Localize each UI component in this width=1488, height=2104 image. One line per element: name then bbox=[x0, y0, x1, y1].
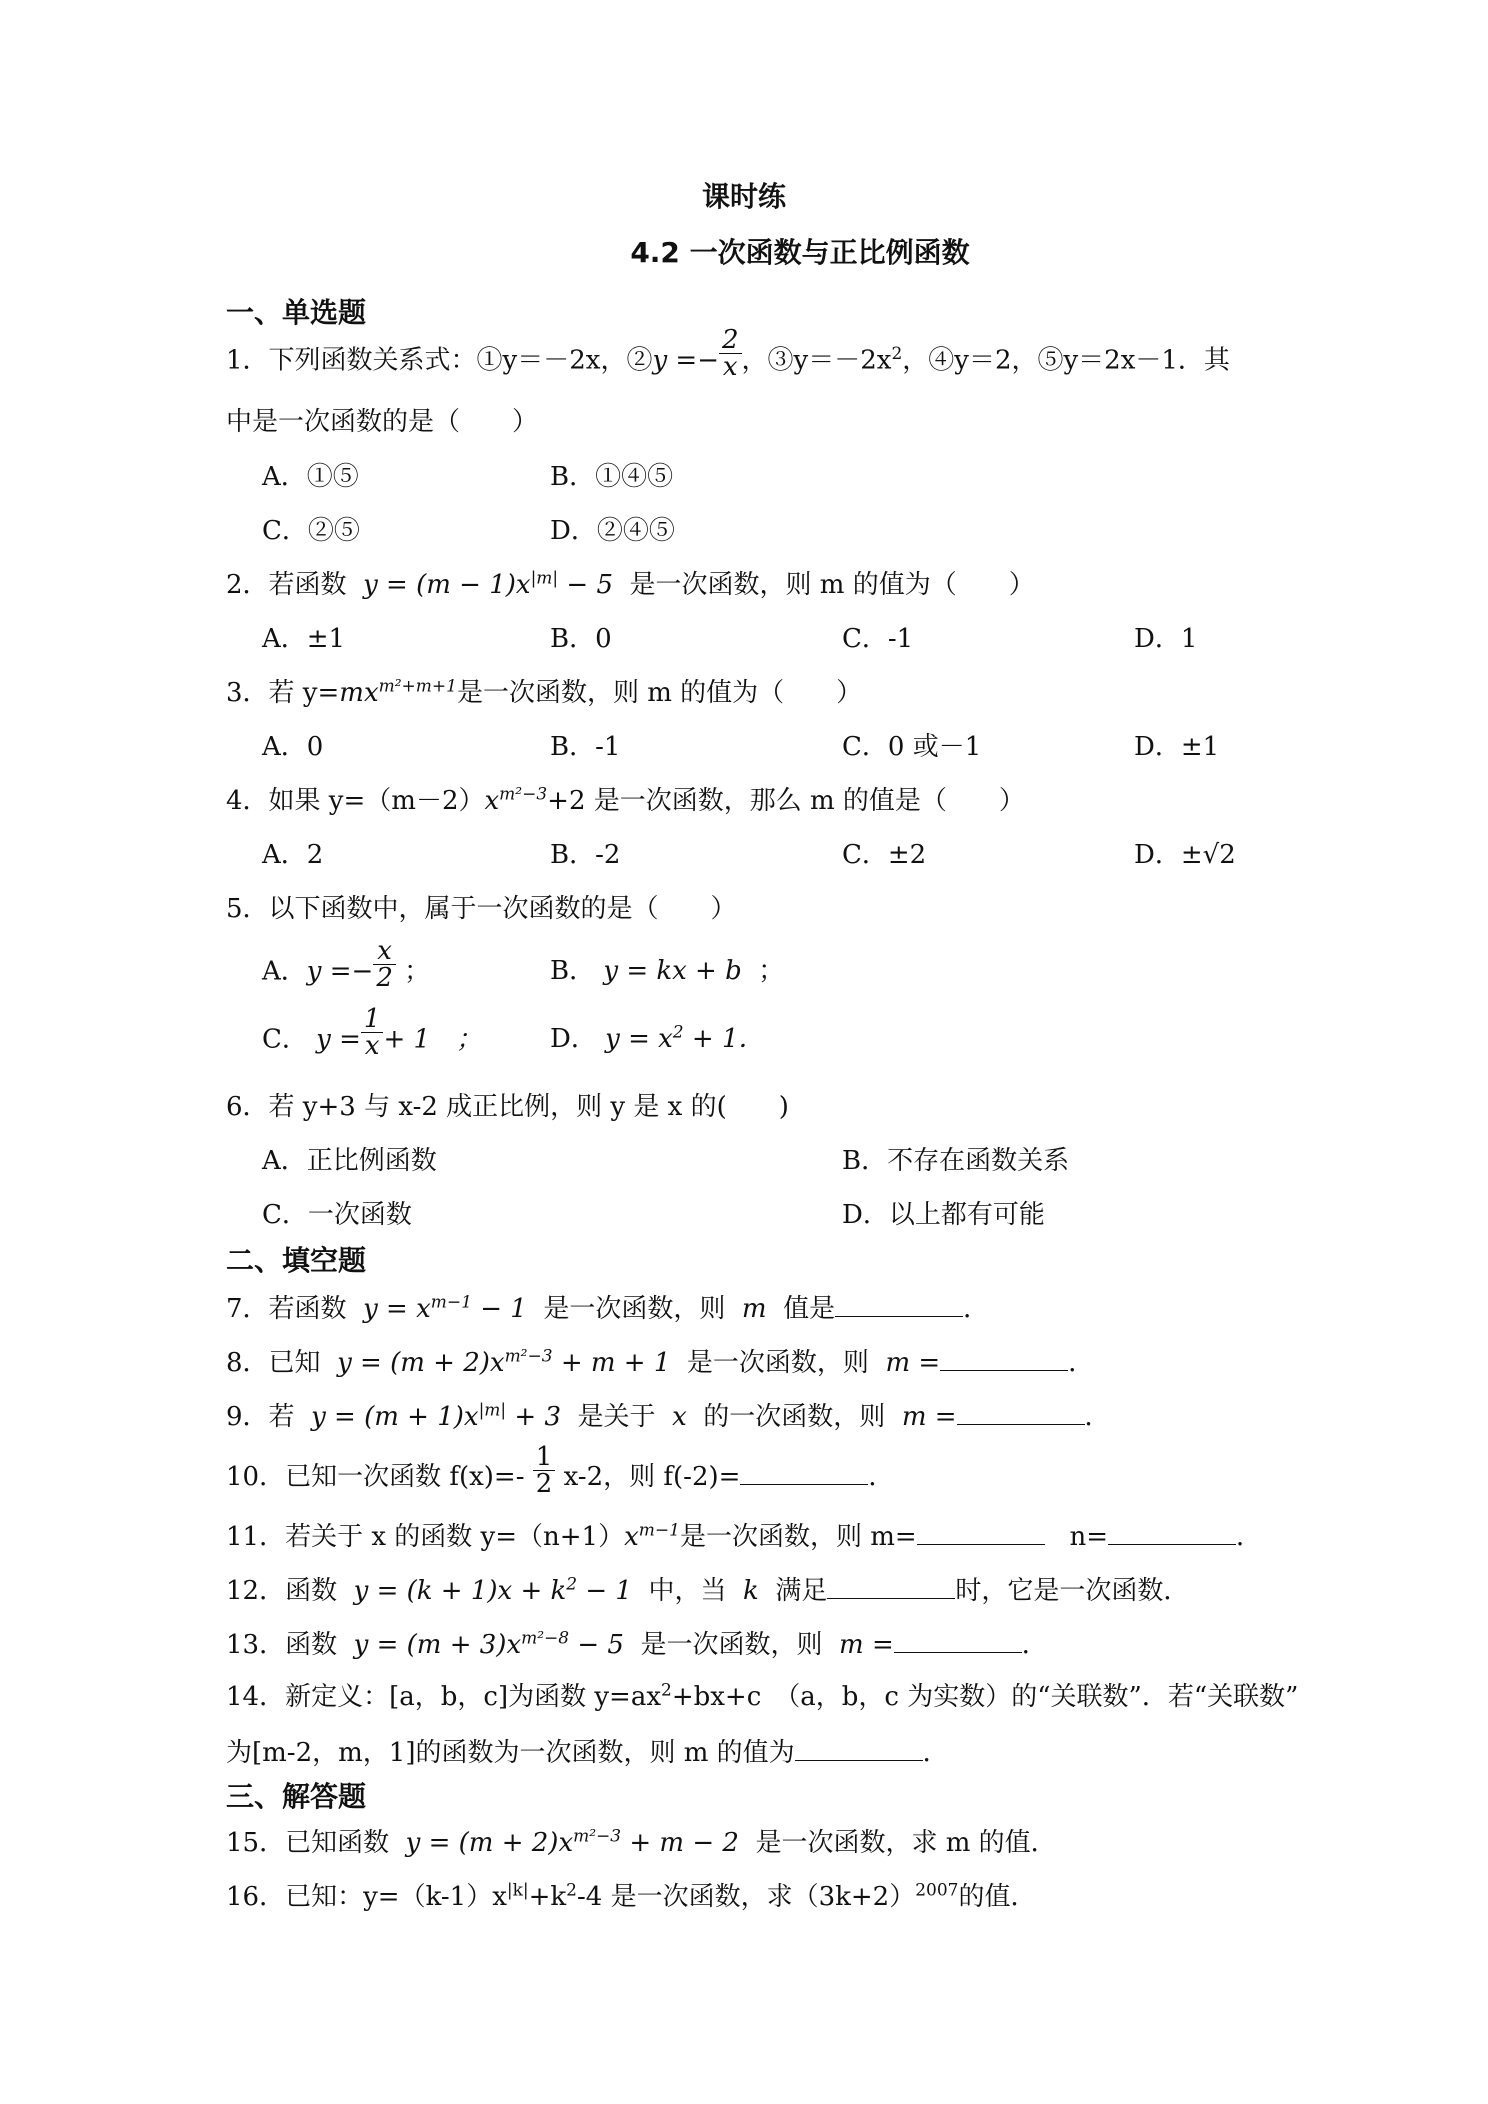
section-heading-solve: 三、解答题 bbox=[226, 1780, 367, 1813]
fraction-denominator: 2 bbox=[535, 1468, 553, 1499]
superscript: m−1 bbox=[430, 1292, 472, 1313]
answer-blank[interactable] bbox=[940, 1344, 1068, 1371]
question-text: 时，它是一次函数． bbox=[955, 1576, 1190, 1606]
question-text: 函数 bbox=[285, 1630, 338, 1660]
question-text: 满足 bbox=[775, 1576, 828, 1606]
question-7 bbox=[226, 1290, 989, 1326]
math-expression: − 5 bbox=[569, 1630, 624, 1660]
math-expression: y = (m + 2)x bbox=[405, 1828, 574, 1858]
question-number: 11． bbox=[226, 1522, 286, 1552]
q3-option-b[interactable]: B．-1 bbox=[550, 732, 621, 762]
math-expression: y =− bbox=[306, 956, 374, 987]
question-1-line2: 中是一次函数的是（ ） bbox=[226, 407, 539, 437]
math-expression: x bbox=[484, 786, 500, 816]
superscript: 2 bbox=[672, 1022, 684, 1043]
question-15 bbox=[226, 1826, 1057, 1860]
question-number: 4． bbox=[226, 786, 269, 816]
q4-option-c[interactable]: C．±2 bbox=[842, 840, 927, 870]
q2-option-b[interactable]: B．0 bbox=[550, 624, 612, 654]
option-label: D． bbox=[550, 1024, 597, 1054]
question-text: ． bbox=[1021, 1630, 1048, 1660]
superscript: 2 bbox=[566, 1880, 577, 1901]
q4-option-a[interactable]: A．2 bbox=[262, 840, 324, 870]
math-expression: y = bbox=[316, 1024, 361, 1055]
answer-blank[interactable] bbox=[795, 1734, 923, 1761]
fraction-denominator: x bbox=[364, 1031, 380, 1061]
superscript: |m| bbox=[478, 1400, 507, 1421]
question-text: 值是 bbox=[783, 1294, 836, 1324]
question-number: 6． bbox=[226, 1092, 269, 1122]
fraction bbox=[361, 1006, 384, 1059]
question-text: 下列函数关系式：①y＝－2x，② bbox=[268, 345, 653, 376]
question-13 bbox=[226, 1626, 1048, 1662]
q2-option-a[interactable]: A．±1 bbox=[262, 624, 346, 654]
question-number: 10． bbox=[226, 1462, 286, 1492]
math-expression: y = kx + b bbox=[603, 956, 742, 986]
math-expression: + 1． bbox=[683, 1024, 765, 1054]
question-4 bbox=[226, 784, 1025, 818]
question-10 bbox=[226, 1441, 895, 1499]
question-text: +bx+c （a，b，c 为实数）的“关联数”．若“关联数” bbox=[671, 1682, 1299, 1712]
superscript: 2007 bbox=[915, 1880, 959, 1901]
superscript: m²−3 bbox=[504, 1346, 553, 1367]
math-variable: m = bbox=[839, 1630, 894, 1660]
question-number: 14． bbox=[226, 1682, 286, 1712]
question-text: 已知一次函数 f(x)=- bbox=[285, 1462, 525, 1492]
section-heading-fill-blank: 二、填空题 bbox=[226, 1244, 367, 1277]
question-text: 若函数 bbox=[268, 570, 347, 600]
question-text: 中，当 bbox=[648, 1576, 727, 1606]
fraction-numerator: 1 bbox=[533, 1444, 556, 1471]
math-expression: y = x bbox=[605, 1024, 673, 1054]
q1-option-b[interactable]: B．①④⑤ bbox=[550, 462, 674, 492]
q1-option-d[interactable]: D．②④⑤ bbox=[550, 516, 675, 546]
fraction bbox=[719, 327, 742, 380]
answer-blank-m[interactable] bbox=[917, 1518, 1045, 1545]
question-number: 15． bbox=[226, 1828, 286, 1858]
question-number: 2． bbox=[226, 570, 269, 600]
question-text: 是一次函数，则 bbox=[686, 1348, 869, 1378]
math-expression: + 1 ； bbox=[383, 1024, 483, 1055]
fraction bbox=[533, 1441, 556, 1499]
question-14-line1 bbox=[226, 1680, 1298, 1714]
math-expression: y =− bbox=[652, 345, 719, 376]
question-6 bbox=[226, 1090, 789, 1124]
question-text: ． bbox=[922, 1738, 949, 1768]
q6-option-c[interactable]: C．一次函数 bbox=[262, 1200, 412, 1230]
question-text: 是一次函数，则 bbox=[543, 1294, 726, 1324]
option-label: C． bbox=[262, 1024, 308, 1055]
q3-option-d[interactable]: D．±1 bbox=[1134, 732, 1220, 762]
question-8 bbox=[226, 1344, 1094, 1380]
fraction-numerator: 2 bbox=[719, 327, 742, 354]
superscript: m²−8 bbox=[521, 1628, 570, 1649]
fraction-denominator: x bbox=[722, 352, 738, 382]
question-text: 已知函数 bbox=[285, 1828, 390, 1858]
question-text: 若函数 bbox=[268, 1294, 347, 1324]
answer-blank[interactable] bbox=[957, 1398, 1085, 1425]
superscript: |k| bbox=[506, 1880, 529, 1901]
q6-option-b[interactable]: B．不存在函数关系 bbox=[842, 1146, 1070, 1176]
question-text: 是关于 bbox=[577, 1402, 656, 1432]
question-text: 若 y+3 与 x-2 成正比例，则 y 是 x 的( ) bbox=[268, 1092, 789, 1122]
question-text: x-2，则 f(-2)= bbox=[563, 1462, 741, 1492]
question-number: 12． bbox=[226, 1576, 286, 1606]
question-text: 新定义：[a，b，c]为函数 y=ax bbox=[285, 1682, 661, 1712]
question-text: +k bbox=[528, 1882, 567, 1912]
question-11 bbox=[226, 1518, 1262, 1554]
question-text: 若 bbox=[268, 1402, 295, 1432]
math-expression: mx bbox=[339, 678, 379, 708]
question-text: 已知：y=（k-1）x bbox=[285, 1882, 507, 1912]
question-3 bbox=[226, 676, 862, 710]
question-number: 1． bbox=[226, 345, 269, 376]
q5-option-c[interactable] bbox=[262, 1004, 483, 1061]
fraction-numerator: 1 bbox=[361, 1006, 384, 1033]
superscript: 2 bbox=[661, 1680, 672, 1701]
superscript: m²+m+1 bbox=[378, 676, 457, 697]
question-text: 是一次函数，求 m 的值． bbox=[755, 1828, 1057, 1858]
answer-blank-n[interactable] bbox=[1108, 1518, 1236, 1545]
q5-option-a[interactable] bbox=[262, 936, 431, 993]
math-variable: k bbox=[743, 1576, 759, 1606]
question-text: ． bbox=[1068, 1348, 1095, 1378]
question-text: n= bbox=[1069, 1522, 1109, 1552]
option-label: A． bbox=[262, 956, 307, 987]
math-expression: y = x bbox=[363, 1294, 431, 1324]
question-text: ． bbox=[1084, 1402, 1111, 1432]
question-16 bbox=[226, 1880, 1037, 1914]
math-expression: y = (m + 2)x bbox=[337, 1348, 505, 1378]
math-expression: + m − 2 bbox=[621, 1828, 739, 1858]
q1-option-a[interactable]: A．①⑤ bbox=[262, 462, 359, 492]
math-expression: − 5 bbox=[558, 570, 613, 600]
answer-blank[interactable] bbox=[827, 1572, 955, 1599]
question-text: 函数 bbox=[285, 1576, 338, 1606]
question-number: 9． bbox=[226, 1402, 269, 1432]
answer-blank[interactable] bbox=[740, 1458, 868, 1485]
question-text: 是一次函数，则 m 的值为（ ） bbox=[456, 678, 863, 708]
question-2 bbox=[226, 568, 1035, 602]
math-expression: y = (m − 1)x bbox=[363, 570, 531, 600]
superscript: 2 bbox=[891, 343, 903, 364]
question-text: 的一次函数，则 bbox=[703, 1402, 886, 1432]
question-number: 13． bbox=[226, 1630, 286, 1660]
math-expression: − 1 bbox=[471, 1294, 527, 1324]
question-text: +2 是一次函数，那么 m 的值是（ ） bbox=[547, 786, 1025, 816]
superscript: m²−3 bbox=[499, 784, 548, 805]
fraction-numerator: x bbox=[373, 938, 396, 965]
question-text: 的值． bbox=[958, 1882, 1037, 1912]
math-expression: + 3 bbox=[506, 1402, 561, 1432]
question-text: -4 是一次函数，求（3k+2） bbox=[577, 1882, 916, 1912]
answer-blank[interactable] bbox=[894, 1626, 1022, 1653]
q6-option-a[interactable]: A．正比例函数 bbox=[262, 1146, 437, 1176]
question-text: 是一次函数，则 m 的值为（ ） bbox=[629, 570, 1035, 600]
fraction bbox=[373, 938, 396, 991]
question-number: 8． bbox=[226, 1348, 269, 1378]
superscript: m−1 bbox=[638, 1520, 680, 1541]
answer-blank[interactable] bbox=[835, 1290, 963, 1317]
question-text: ． bbox=[868, 1462, 895, 1492]
math-expression: + m + 1 bbox=[552, 1348, 671, 1378]
question-text: 为[m-2，m，1]的函数为一次函数，则 m 的值为 bbox=[226, 1738, 795, 1768]
question-5 bbox=[226, 892, 737, 926]
q5-option-d[interactable] bbox=[550, 1022, 764, 1056]
question-9 bbox=[226, 1398, 1111, 1434]
superscript: 2 bbox=[566, 1574, 578, 1595]
q1-option-c[interactable]: C．②⑤ bbox=[262, 516, 360, 546]
question-text: 以下函数中，属于一次函数的是（ ） bbox=[268, 894, 737, 924]
q5-option-b[interactable] bbox=[550, 954, 784, 988]
question-text: 是一次函数，则 m= bbox=[679, 1522, 917, 1552]
question-text: ． bbox=[963, 1294, 990, 1324]
question-text: 已知 bbox=[268, 1348, 321, 1378]
question-14-line2 bbox=[226, 1734, 949, 1770]
question-text: 是一次函数，则 bbox=[640, 1630, 823, 1660]
q2-option-d[interactable]: D．1 bbox=[1134, 624, 1198, 654]
superscript: m²−3 bbox=[573, 1826, 622, 1847]
q4-option-b[interactable]: B．-2 bbox=[550, 840, 621, 870]
question-text: ，③y＝－2x bbox=[741, 345, 892, 376]
option-text: ； bbox=[404, 956, 431, 987]
question-text: 如果 y=（m－2） bbox=[268, 786, 485, 816]
question-number: 5． bbox=[226, 894, 269, 924]
option-label: B． bbox=[550, 956, 596, 986]
q2-option-c[interactable]: C．-1 bbox=[842, 624, 914, 654]
question-text: 若 y= bbox=[268, 678, 340, 708]
math-expression: − 1 bbox=[577, 1576, 632, 1606]
page-subtitle: 4.2 一次函数与正比例函数 bbox=[630, 236, 970, 269]
math-expression: y = (m + 3)x bbox=[353, 1630, 522, 1660]
q3-option-a[interactable]: A．0 bbox=[262, 732, 324, 762]
question-text: ． bbox=[1236, 1522, 1263, 1552]
math-variable: m = bbox=[885, 1348, 941, 1378]
question-number: 16． bbox=[226, 1882, 286, 1912]
math-variable: m bbox=[741, 1294, 767, 1324]
q6-option-d[interactable]: D．以上都有可能 bbox=[842, 1200, 1045, 1230]
page-title: 课时练 bbox=[701, 180, 786, 213]
question-number: 3． bbox=[226, 678, 269, 708]
math-expression: y = (m + 1)x bbox=[311, 1402, 479, 1432]
option-text: ； bbox=[758, 956, 785, 986]
question-1-line1 bbox=[226, 325, 1230, 382]
math-expression: y = (k + 1)x + k bbox=[353, 1576, 567, 1606]
question-text: 若关于 x 的函数 y=（n+1） bbox=[285, 1522, 625, 1552]
q4-option-d[interactable]: D．±√2 bbox=[1134, 840, 1236, 870]
superscript: |m| bbox=[530, 568, 559, 589]
section-heading-single-choice: 一、单选题 bbox=[226, 296, 367, 329]
math-expression: x bbox=[624, 1522, 639, 1552]
question-number: 7． bbox=[226, 1294, 269, 1324]
fraction-denominator: 2 bbox=[376, 963, 393, 993]
math-variable: m = bbox=[901, 1402, 957, 1432]
question-text: ，④y＝2，⑤y＝2x－1．其 bbox=[902, 345, 1230, 376]
question-12 bbox=[226, 1572, 1189, 1608]
math-variable: x bbox=[672, 1402, 687, 1432]
q3-option-c[interactable]: C．0 或－1 bbox=[842, 732, 982, 762]
